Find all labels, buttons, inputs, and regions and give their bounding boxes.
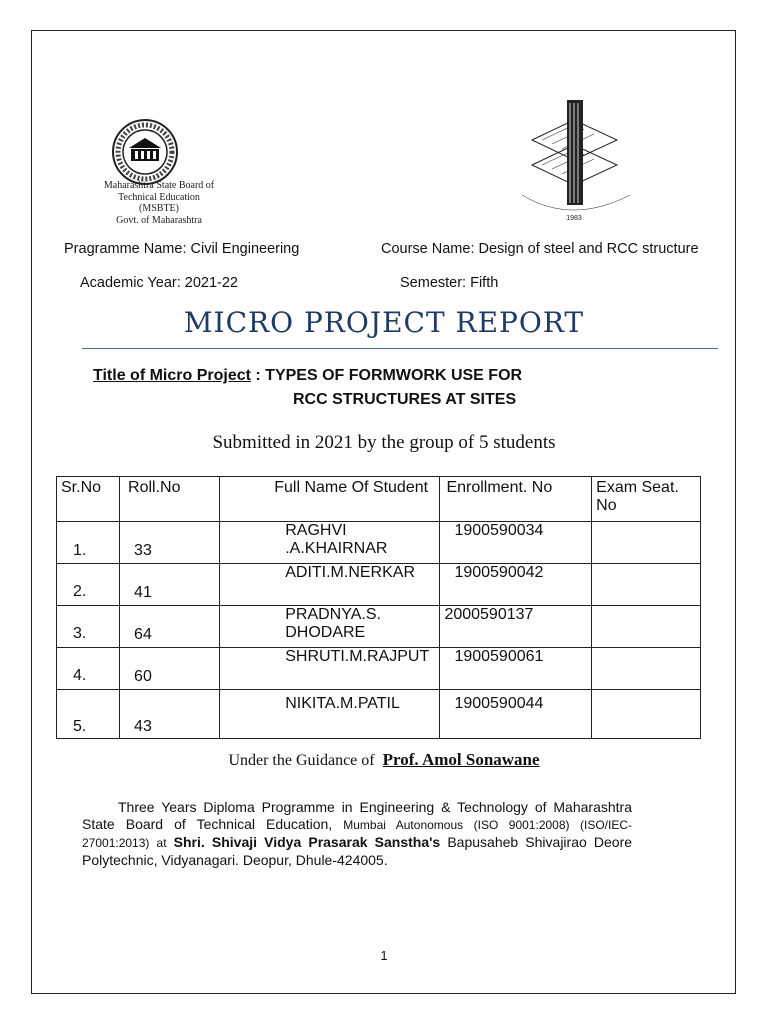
guide-name: Prof. Amol Sonawane: [382, 750, 540, 769]
cell-roll: 64: [120, 606, 220, 648]
cell-name: SHRUTI.M.RAJPUT: [220, 648, 440, 690]
project-title-text1: TYPES OF FORMWORK USE FOR: [265, 367, 523, 384]
submitted-line: Submitted in 2021 by the group of 5 students: [212, 432, 556, 453]
institute-emblem-logo: [512, 95, 637, 235]
course-name: Course Name: Design of steel and RCC structure: [381, 241, 699, 257]
cell-sr: 3.: [57, 606, 120, 648]
project-title-line1: Title of Micro Project : TYPES OF FORMWORK USE FOR: [93, 367, 523, 384]
table-row: [57, 690, 701, 739]
msbte-seal-caption: Maharashtra State Board of Technical Education (MSBTE) Govt. of Maharashtra: [103, 180, 215, 226]
header-exam-seat-no: Exam Seat. No: [592, 477, 701, 522]
table-row: [57, 648, 701, 690]
cell-enrollment: 1900590034: [440, 522, 592, 564]
table-row: [57, 606, 701, 648]
cell-sr: 4.: [57, 648, 120, 690]
cell-sr: 1.: [57, 522, 120, 564]
cell-enrollment: 1900590061: [440, 648, 592, 690]
table-row: [57, 522, 701, 564]
programme-name: Pragramme Name: Civil Engineering: [64, 241, 300, 257]
project-title-label: Title of Micro Project: [93, 367, 251, 384]
header-sr-no: Sr.No: [57, 477, 120, 522]
semester: Semester: Fifth: [400, 275, 499, 291]
students-table: [56, 476, 701, 739]
cell-name: NIKITA.M.PATIL: [220, 690, 440, 739]
title-rule: [82, 348, 718, 349]
cell-enrollment: 1900590044: [440, 690, 592, 739]
cell-enrollment: 1900590042: [440, 564, 592, 606]
guidance-line: Under the Guidance of Prof. Amol Sonawane: [228, 750, 540, 769]
cell-seat: [592, 606, 701, 648]
header-enrollment-no: Enrollment. No: [440, 477, 592, 522]
table-row: [57, 564, 701, 606]
academic-year: Academic Year: 2021-22: [80, 275, 238, 291]
institution-paragraph: Three Years Diploma Programme in Engineering & Technology of Maharashtra State Board of Technical Education, Mumbai Autonomous (ISO 9001:2008) (ISO/IEC-27001:2013) at Shri. Shivaji Vidya Prasarak Sanstha's Bapusaheb Shivajirao Deore Polytechnic, Vidyanagari. Deopur, Dhule-424005.: [82, 799, 633, 868]
cell-sr: 5.: [57, 690, 120, 739]
cell-enrollment: 2000590137: [440, 606, 592, 648]
header-roll-no: Roll.No: [120, 477, 220, 522]
report-title: MICRO PROJECT REPORT: [183, 306, 585, 339]
emblem-year: 1983: [566, 215, 582, 222]
project-title-line2: RCC STRUCTURES AT SITES: [293, 391, 517, 408]
cell-sr: 2.: [57, 564, 120, 606]
cell-seat: [592, 564, 701, 606]
cell-roll: 43: [120, 690, 220, 739]
cell-name: PRADNYA.S. DHODARE: [220, 606, 440, 648]
cell-seat: [592, 522, 701, 564]
cell-name: RAGHVI .A.KHAIRNAR: [220, 522, 440, 564]
cell-roll: 33: [120, 522, 220, 564]
table-header-row: [57, 477, 701, 522]
cell-roll: 60: [120, 648, 220, 690]
page-number: 1: [380, 948, 388, 963]
cell-roll: 41: [120, 564, 220, 606]
cell-name: ADITI.M.NERKAR: [220, 564, 440, 606]
header-full-name: Full Name Of Student: [220, 477, 440, 522]
cell-seat: [592, 690, 701, 739]
cell-seat: [592, 648, 701, 690]
